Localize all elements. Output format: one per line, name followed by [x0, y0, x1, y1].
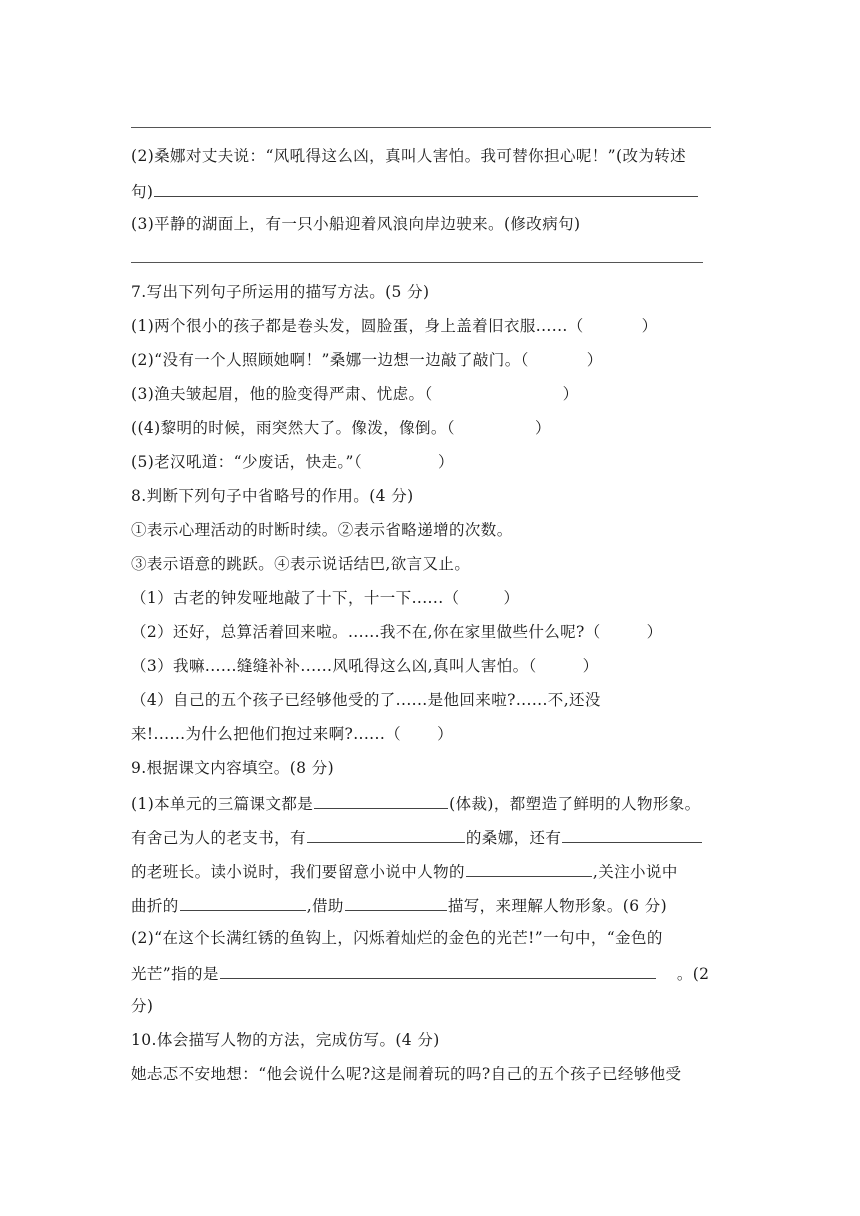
q9-title: 9.根据课文内容填空。(8 分) [131, 759, 335, 777]
q10-line-1: 她忐忑不安地想：“他会说什么呢?这是闹着玩的吗?自己的五个孩子已经够他受 [131, 1065, 682, 1083]
q6-item2-line1: (2)桑娜对丈夫说：“风吼得这么凶，真叫人害怕。我可替你担心呢！”(改为转述 [131, 147, 687, 165]
q7-item-5: (5)老汉吼道：“少废话，快走。”（ ） [131, 453, 454, 471]
q8-title: 8.判断下列句子中省略号的作用。(4 分) [131, 487, 414, 505]
answer-blank-plot[interactable] [180, 894, 306, 911]
q9-line-2: 有舍己为人的老支书，有 的桑娜，还有 [131, 826, 703, 848]
q10-title: 10.体会描写人物的方法，完成仿写。(4 分) [131, 1031, 440, 1049]
answer-line-q6-1 [131, 127, 711, 128]
q9-line-5: (2)“在这个长满红锈的鱼钩上，闪烁着灿烂的金色的光芒!”一句中，“金色的 [131, 929, 663, 947]
answer-line-q6-3 [131, 262, 703, 263]
q9-line-6: 光芒”指的是 。(2 [131, 962, 709, 984]
answer-blank-description[interactable] [345, 894, 447, 911]
q6-item3: (3)平静的湖面上，有一只小船迎着风浪向岸边驶来。(修改病句) [131, 215, 581, 233]
q7-item-3: (3)渔夫皱起眉，他的脸变得严肃、忧虑。（ ） [131, 385, 579, 403]
q9-line-1: (1)本单元的三篇课文都是 (体裁)，都塑造了鲜明的人物形象。 [131, 792, 701, 814]
q8-item-4-line2: 来!......为什么把他们抱过来啊?......（ ） [131, 725, 453, 743]
q7-item-2: (2)“没有一个人照顾她啊！”桑娜一边想一边敲了敲门。（ ） [131, 351, 603, 369]
q8-options-1: ①表示心理活动的时断时续。②表示省略递增的次数。 [131, 521, 513, 539]
q8-item-2: （2）还好，总算活着回来啦。......我不在,你在家里做些什么呢?（ ） [131, 623, 663, 641]
q9-line-3: 的老班长。读小说时，我们要留意小说中人物的 ,关注小说中 [131, 860, 678, 882]
q8-item-1: （1）古老的钟发哑地敲了十下，十一下......（ ） [131, 589, 520, 607]
q7-item-1: (1)两个很小的孩子都是卷头发，圆脸蛋，身上盖着旧衣服......（ ） [131, 317, 658, 335]
answer-blank-genre[interactable] [314, 792, 448, 809]
answer-blank-q6-2[interactable] [154, 180, 698, 197]
q7-item-4: ((4)黎明的时候，雨突然大了。像泼，像倒。（ ） [131, 419, 551, 437]
q9-line-7: 分) [131, 997, 154, 1015]
q8-options-2: ③表示语意的跳跃。④表示说话结巴,欲言又止。 [131, 555, 471, 573]
q7-title: 7.写出下列句子所运用的描写方法。(5 分) [131, 283, 430, 301]
answer-blank-character[interactable] [466, 860, 592, 877]
q6-item2-line2 [131, 180, 699, 202]
q6-item2-label: 句) [131, 183, 154, 201]
q8-item-3: （3）我嘛......缝缝补补......风吼得这么凶,真叫人害怕。（ ） [131, 657, 599, 675]
q9-line-4: 曲折的 ,借助 描写，来理解人物形象。(6 分) [131, 894, 667, 916]
answer-blank-golden-light[interactable] [220, 962, 656, 979]
answer-blank-banzhang[interactable] [562, 826, 702, 843]
answer-blank-sangna[interactable] [307, 826, 465, 843]
q8-item-4-line1: （4）自己的五个孩子已经够他受的了......是他回来啦?......不,还没 [131, 691, 601, 709]
